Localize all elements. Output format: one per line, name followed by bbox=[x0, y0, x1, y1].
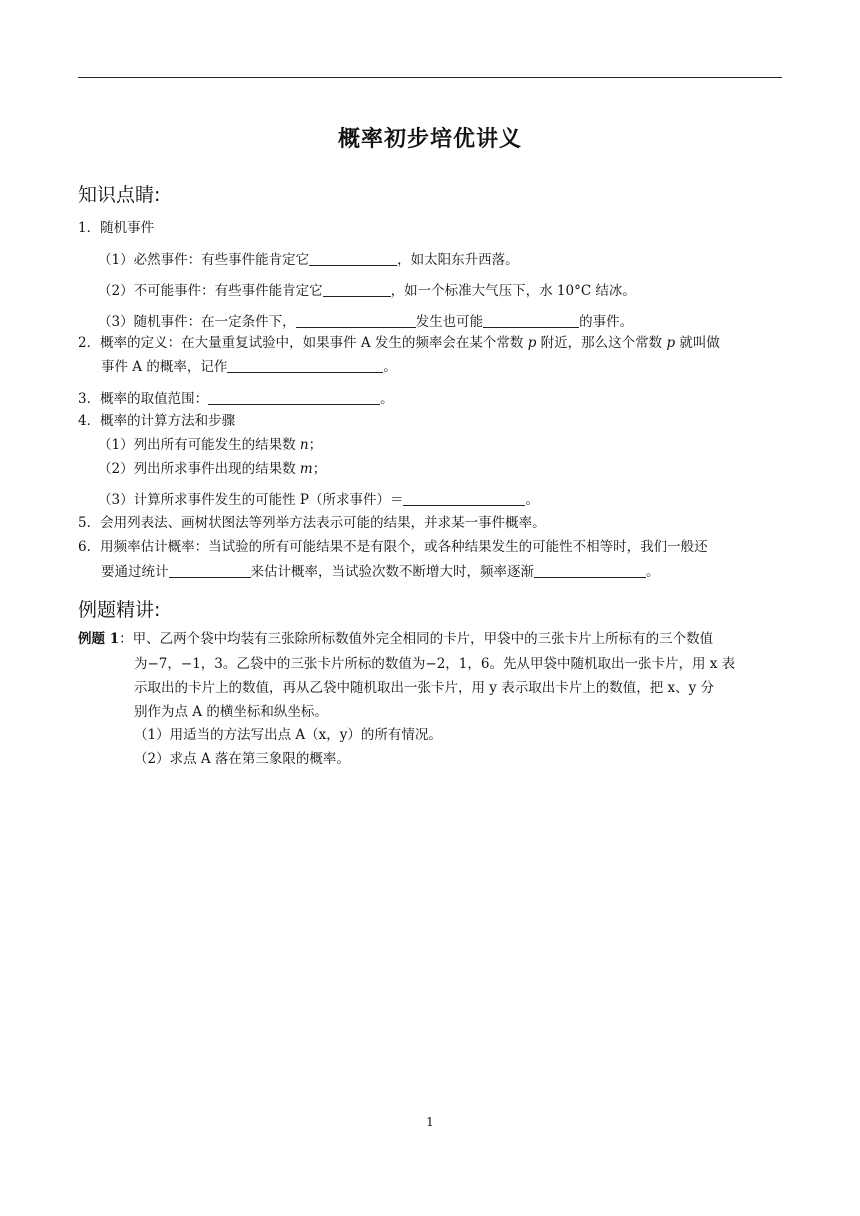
header-rule bbox=[78, 77, 782, 78]
item-6-line-1: 6．用频率估计概率：当试验的所有可能结果不是有限个，或各种结果发生的可能性不相等时，我们一般还 bbox=[78, 539, 708, 555]
answer-blank[interactable] bbox=[296, 312, 416, 328]
item-2-line-2: 事件 A 的概率，记作 。 bbox=[101, 359, 397, 375]
item-6-line-2: 要通过统计 来估计概率，当试验次数不断增大时，频率逐渐 。 bbox=[101, 564, 660, 580]
item-1: 1．随机事件 bbox=[78, 220, 155, 236]
item-4-step-3: （3）计算所求事件发生的可能性 P（所求事件）＝ 。 bbox=[98, 492, 539, 508]
answer-blank[interactable] bbox=[169, 562, 251, 578]
example-1-line-3: 示取出的卡片上的数值，再从乙袋中随机取出一张卡片，用 y 表示取出卡片上的数值，把 x、y 分 bbox=[134, 680, 715, 696]
answer-blank[interactable] bbox=[483, 312, 579, 328]
example-1-question-2: （2）求点 A 落在第三象限的概率。 bbox=[134, 751, 350, 767]
item-3: 3．概率的取值范围： 。 bbox=[78, 391, 394, 407]
item-4-step-2: （2）列出所求事件出现的结果数 m； bbox=[98, 461, 327, 477]
answer-blank[interactable] bbox=[208, 389, 380, 405]
page-number: 1 bbox=[426, 1115, 434, 1129]
example-1-line-1: 例题 1：甲、乙两个袋中均装有三张除所标数值外完全相同的卡片，甲袋中的三张卡片上所标有的三个数值 bbox=[78, 631, 714, 647]
answer-blank[interactable] bbox=[403, 490, 525, 506]
section-heading-knowledge: 知识点睛: bbox=[78, 184, 161, 206]
page-title: 概率初步培优讲义 bbox=[337, 127, 522, 152]
example-1-line-2: 为−7，−1，3。乙袋中的三张卡片所标的数值为−2，1，6。先从甲袋中随机取出一张卡片，用 x 表 bbox=[134, 656, 736, 672]
item-1-sub-1: （1）必然事件：有些事件能肯定它 ，如太阳东升西落。 bbox=[98, 252, 519, 268]
answer-blank[interactable] bbox=[323, 281, 391, 297]
item-4: 4．概率的计算方法和步骤 bbox=[78, 413, 236, 429]
section-heading-examples: 例题精讲: bbox=[78, 599, 161, 621]
answer-blank[interactable] bbox=[227, 357, 383, 373]
item-2-line-1: 2．概率的定义：在大量重复试验中，如果事件 A 发生的频率会在某个常数 p 附近，那么这个常数 p 就叫做 bbox=[78, 335, 720, 351]
answer-blank[interactable] bbox=[534, 562, 646, 578]
example-1-line-4: 别作为点 A 的横坐标和纵坐标。 bbox=[134, 704, 328, 720]
item-1-sub-3: （3）随机事件：在一定条件下， 发生也可能 的事件。 bbox=[98, 314, 634, 330]
answer-blank[interactable] bbox=[309, 250, 397, 266]
item-1-sub-2: （2）不可能事件：有些事件能肯定它 ，如一个标准大气压下，水 10°C 结冰。 bbox=[98, 283, 636, 299]
example-1-question-1: （1）用适当的方法写出点 A（x，y）的所有情况。 bbox=[134, 727, 442, 743]
item-5: 5．会用列表法、画树状图法等列举方法表示可能的结果，并求某一事件概率。 bbox=[78, 515, 546, 531]
item-4-step-1: （1）列出所有可能发生的结果数 n； bbox=[98, 437, 323, 453]
